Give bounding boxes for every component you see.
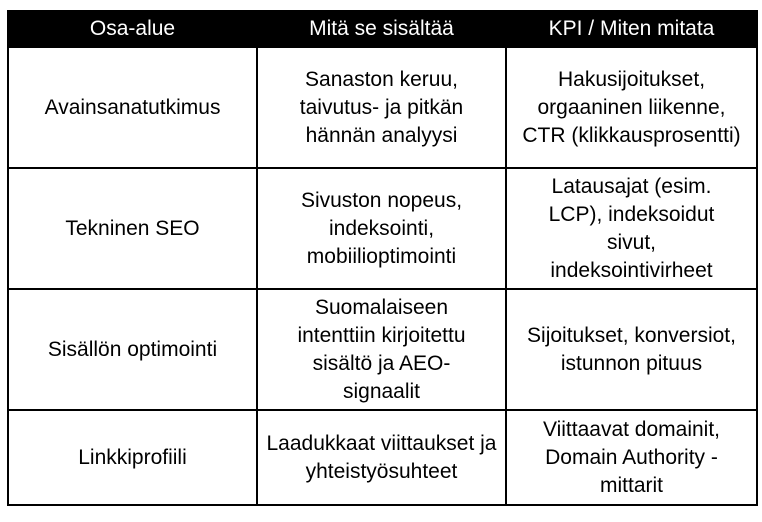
cell-kpi: Viittaavat domainit, Domain Authority -mittarit [506, 410, 757, 505]
cell-area: Tekninen SEO [8, 168, 257, 289]
cell-area: Linkkiprofiili [8, 410, 257, 505]
table-row [8, 168, 757, 289]
cell-area: Sisällön optimointi [8, 289, 257, 410]
seo-kpi-table [7, 10, 758, 506]
header-kpi: KPI / Miten mitata [506, 11, 757, 47]
cell-content: Sanaston keruu, taivutus- ja pitkän hännän analyysi [257, 47, 506, 168]
cell-kpi: Latausajat (esim. LCP), indeksoidut sivut, indeksointivirheet [506, 168, 757, 289]
table-row [8, 289, 757, 410]
cell-content: Suomalaiseen intenttiin kirjoitettu sisältö ja AEO-signaalit [257, 289, 506, 410]
table-row [8, 47, 757, 168]
cell-kpi: Sijoitukset, konversiot, istunnon pituus [506, 289, 757, 410]
cell-content: Sivuston nopeus, indeksointi, mobiilioptimointi [257, 168, 506, 289]
cell-content: Laadukkaat viittaukset ja yhteistyösuhteet [257, 410, 506, 505]
cell-area: Avainsanatutkimus [8, 47, 257, 168]
header-row [8, 11, 757, 47]
table-row [8, 410, 757, 505]
header-content: Mitä se sisältää [257, 11, 506, 47]
cell-kpi: Hakusijoitukset, orgaaninen liikenne, CTR (klikkausprosentti) [506, 47, 757, 168]
header-area: Osa-alue [8, 11, 257, 47]
